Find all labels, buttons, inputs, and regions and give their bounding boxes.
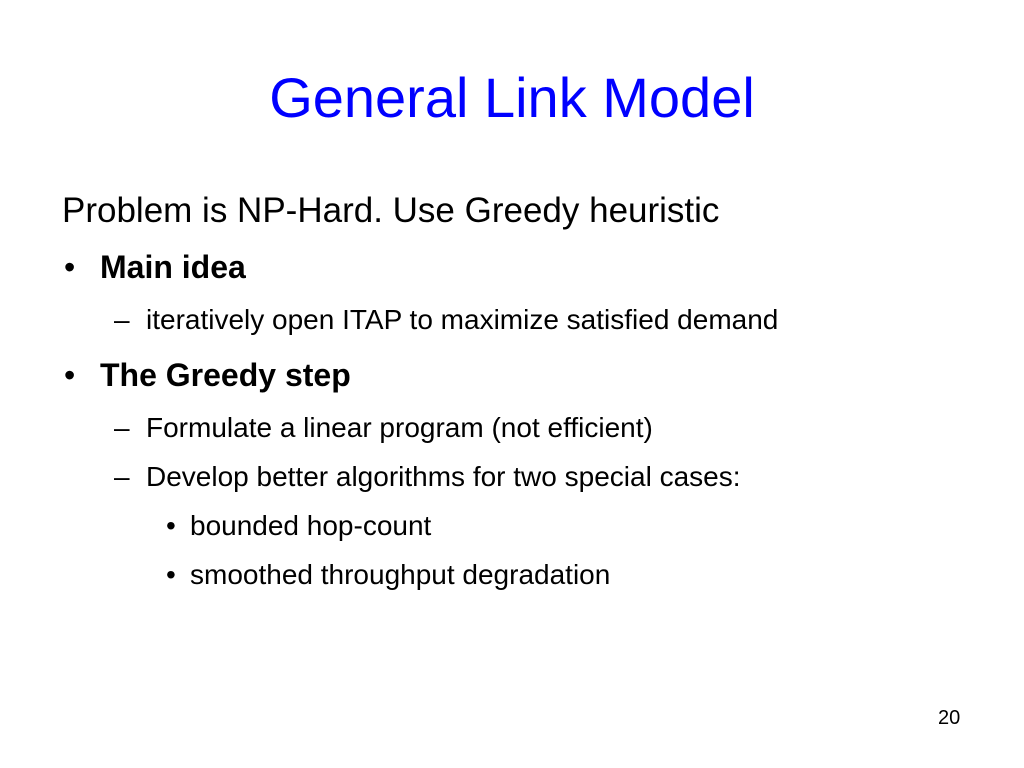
slide-title: General Link Model bbox=[269, 66, 755, 129]
bullet-label: The Greedy step bbox=[100, 357, 351, 393]
intro-text: Problem is NP-Hard. Use Greedy heuristic bbox=[62, 191, 720, 230]
subitem-text: iteratively open ITAP to maximize satisfied demand bbox=[146, 304, 779, 335]
subsubitem-text: smoothed throughput degradation bbox=[190, 559, 611, 590]
bullet-main-idea bbox=[64, 247, 246, 287]
subitem-develop-algorithms bbox=[114, 459, 741, 495]
subitem-text: Formulate a linear program (not efficient) bbox=[146, 412, 653, 443]
subitem-iteratively-open bbox=[114, 302, 779, 338]
page-number: 20 bbox=[938, 707, 961, 729]
dash-icon: – bbox=[114, 412, 130, 443]
dash-icon: – bbox=[114, 304, 130, 335]
subsubitem-bounded-hop-count bbox=[166, 508, 432, 544]
bullet-icon: • bbox=[64, 249, 76, 285]
subsubitem-text: bounded hop-count bbox=[190, 510, 432, 541]
dot-icon: • bbox=[166, 559, 176, 590]
subitem-text: Develop better algorithms for two special cases: bbox=[146, 461, 741, 492]
dot-icon: • bbox=[166, 510, 176, 541]
subitem-formulate-lp bbox=[114, 410, 653, 446]
dash-icon: – bbox=[114, 461, 130, 492]
subsubitem-smoothed-throughput bbox=[166, 557, 611, 593]
bullet-greedy-step bbox=[64, 355, 351, 395]
bullet-icon: • bbox=[64, 357, 76, 393]
bullet-label: Main idea bbox=[100, 249, 246, 285]
